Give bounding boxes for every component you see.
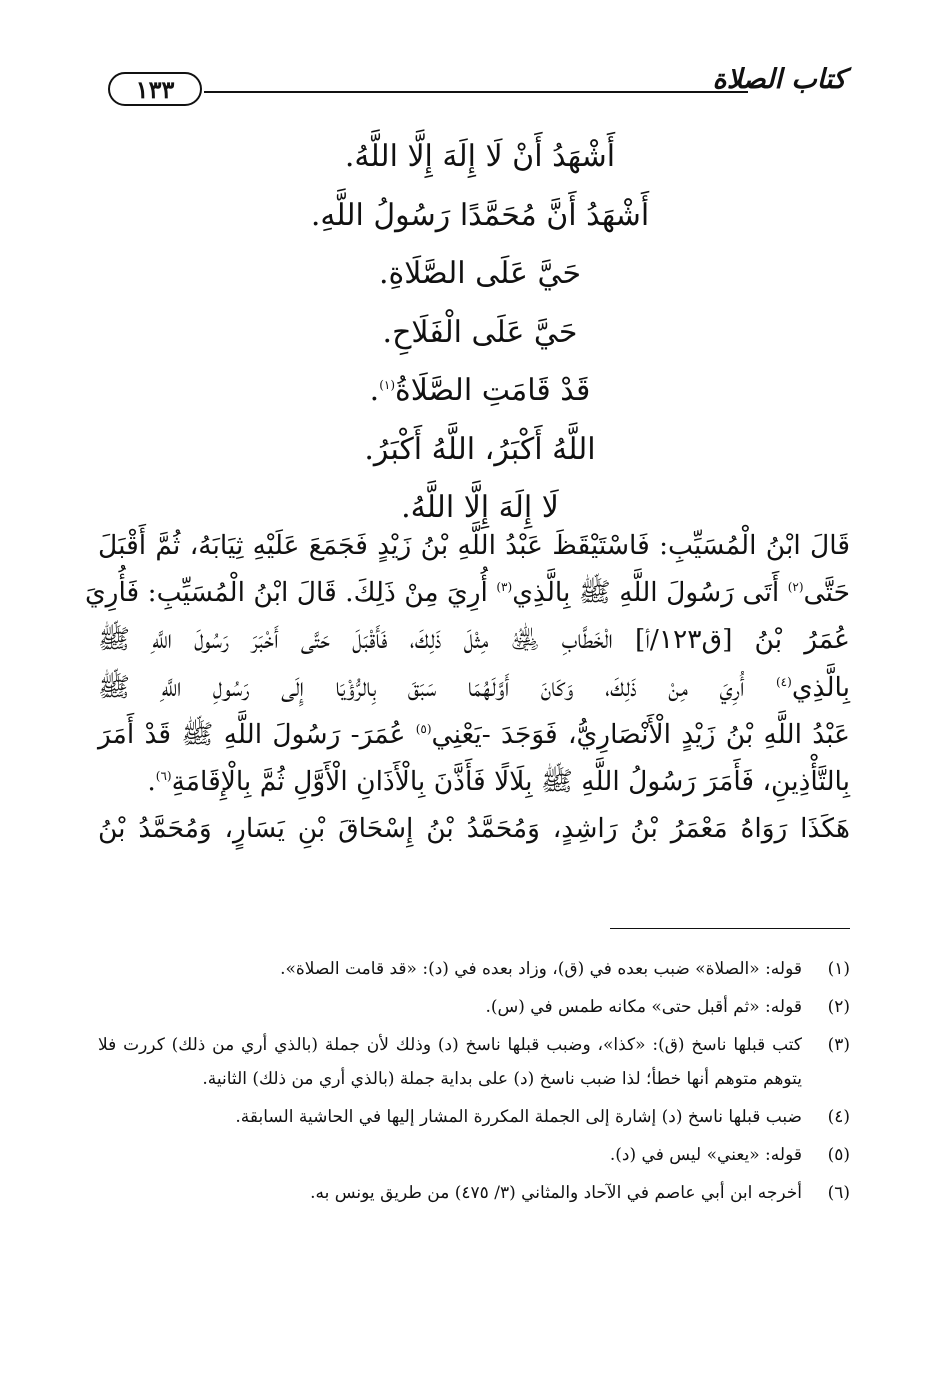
text-line bbox=[98, 711, 850, 758]
footnote-marker: (٥) bbox=[415, 721, 432, 736]
footnote bbox=[98, 1028, 850, 1096]
footnote-text: قوله: «ثم أقبل حتى» مكانه طمس في (س). bbox=[485, 997, 802, 1017]
text-line bbox=[98, 664, 850, 711]
adhan-line: حَيَّ عَلَى الْفَلَاحِ. bbox=[382, 314, 578, 350]
footnote-text: قوله: «الصلاة» ضبب بعده في (ق)، وزاد بعده في (د): «قد قامت الصلاة». bbox=[280, 959, 802, 979]
footnotes bbox=[98, 952, 850, 1214]
footnote-number: (١) bbox=[827, 959, 850, 979]
footnote-text: كتب قبلها ناسخ (ق): «كذا»، وضبب قبلها ناسخ (د) وذلك لأن جملة (بالذي أري من ذلك) كررت فلا يتوهم متوهم أنها خطأ؛ لذا ضبب ناسخ (د) على بداية جملة (بالذي أري من ذلك) الثانية. bbox=[98, 1035, 802, 1089]
text-run: أُرِيَ مِنْ ذَلِكَ. قَالَ ابْنُ الْمُسَيِّبِ: فَأُرِيَ bbox=[84, 577, 488, 609]
footnote bbox=[98, 1100, 850, 1134]
period: . bbox=[369, 373, 380, 408]
text-run: بِالتَّأْذِينِ، فَأَمَرَ رَسُولُ اللَّهِ ﷺ بِلَالًا فَأَذَّنَ بِالْأَذَانِ الْأَوَّلِ ثُمَّ بِالْإِقَامَةِ bbox=[171, 765, 850, 797]
text-line: قَالَ ابْنُ الْمُسَيِّبِ: فَاسْتَيْقَظَ عَبْدُ اللَّهِ بْنُ زَيْدٍ فَجَمَعَ عَلَيْهِ ثِيَابَهُ، ثُمَّ أَقْبَلَ bbox=[98, 530, 850, 561]
footnote-marker: (٢) bbox=[787, 580, 804, 595]
footnote-number: (٥) bbox=[827, 1145, 850, 1165]
main-text bbox=[84, 522, 850, 852]
adhan-line-text: قَدْ قَامَتِ الصَّلَاةُ bbox=[395, 373, 591, 408]
text-line: عُمَرُ بْنُ [ق١٢٣/أ] الْخَطَّابِ ﵁ مِثْلَ ذَلِكَ، فَأَقْبَلَ حَتَّى أَخْبَرَ رَسُولَ اللَّهِ ﷺ bbox=[98, 624, 850, 656]
adhan-line: اللَّهُ أَكْبَرُ، اللَّهُ أَكْبَرُ. bbox=[364, 431, 596, 467]
text-run: . bbox=[147, 765, 156, 797]
text-line bbox=[98, 758, 850, 805]
text-run: عَبْدُ اللَّهِ بْنُ زَيْدٍ الْأَنْصَارِيُّ، فَوَجَدَ -يَعْنِي bbox=[431, 718, 850, 750]
footnote bbox=[98, 952, 850, 986]
footnote-text: قوله: «يعني» ليس في (د). bbox=[609, 1145, 802, 1165]
adhan-line: حَيَّ عَلَى الصَّلَاةِ. bbox=[378, 256, 582, 291]
book-title: كتاب الصلاة bbox=[712, 64, 846, 95]
running-head bbox=[108, 62, 846, 122]
footnote-number: (٢) bbox=[827, 997, 850, 1017]
footnote-number: (٦) bbox=[827, 1183, 850, 1203]
text-line: هَكَذَا رَوَاهُ مَعْمَرُ بْنُ رَاشِدٍ، وَمُحَمَّدُ بْنُ إِسْحَاقَ بْنِ يَسَارٍ، وَمُحَمَّدُ بْنُ bbox=[98, 813, 850, 845]
text-line bbox=[84, 569, 850, 616]
text-run: عُمَرَ- رَسُولَ اللَّهِ ﷺ قَدْ أَمَرَ bbox=[98, 718, 406, 750]
text-run: أَتَى رَسُولَ اللَّهِ ﷺ بِالَّذِي bbox=[512, 577, 780, 609]
footnote-marker: (١) bbox=[379, 378, 396, 392]
footnote-text: أخرجه ابن أبي عاصم في الآحاد والمثاني (٣/ ٤٧٥) من طريق يونس به. bbox=[310, 1183, 802, 1203]
adhan-line: لَا إِلَهَ إِلَّا اللَّهُ. bbox=[401, 490, 559, 525]
adhan-line: أَشْهَدُ أَنَّ مُحَمَّدًا رَسُولُ اللَّهِ. bbox=[310, 197, 650, 233]
footnote-marker: (٣) bbox=[496, 580, 513, 595]
text-run: بِالَّذِي bbox=[791, 671, 850, 703]
footnote bbox=[98, 1176, 850, 1210]
page-number: ١٣٣ bbox=[108, 72, 202, 106]
footnote-marker: (٤) bbox=[775, 674, 792, 689]
footnote-marker: (٦) bbox=[155, 769, 172, 784]
adhan-line: أَشْهَدُ أَنْ لَا إِلَهَ إِلَّا اللَّهُ. bbox=[344, 139, 616, 174]
adhan-block bbox=[120, 128, 840, 538]
text-run: أُرِيَ مِنْ ذَلِكَ، وَكَانَ أَوَّلَهُمَا سَبَقَ بِالرُّؤْيَا إِلَى رَسُولِ اللَّهِ ﷺ bbox=[98, 671, 745, 703]
footnote-separator bbox=[610, 928, 850, 929]
footnote-number: (٣) bbox=[827, 1035, 850, 1055]
header-rule bbox=[204, 91, 748, 93]
footnote-text: ضبب قبلها ناسخ (د) إشارة إلى الجملة المكررة المشار إليها في الحاشية السابقة. bbox=[235, 1107, 802, 1127]
footnote bbox=[98, 990, 850, 1024]
footnote-number: (٤) bbox=[827, 1107, 850, 1127]
footnote bbox=[98, 1138, 850, 1172]
text-run: حَتَّى bbox=[803, 577, 850, 609]
adhan-line bbox=[120, 362, 840, 421]
